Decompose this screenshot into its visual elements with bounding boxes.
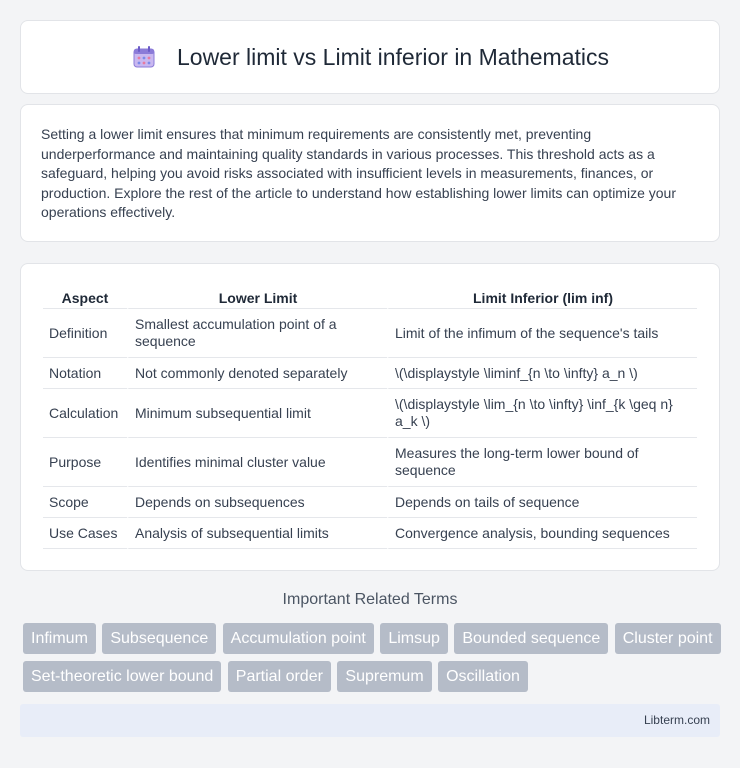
cell-lower-limit: Not commonly denoted separately — [127, 358, 387, 389]
page-title: Lower limit vs Limit inferior in Mathematics — [176, 43, 609, 70]
cell-aspect: Use Cases — [43, 518, 127, 549]
cell-aspect: Purpose — [43, 438, 127, 487]
cell-aspect: Calculation — [43, 389, 127, 438]
tag-cluster-point[interactable]: Cluster point — [615, 623, 721, 654]
cell-lower-limit: Identifies minimal cluster value — [127, 438, 387, 487]
tag-set-theoretic-lower-bound[interactable]: Set-theoretic lower bound — [23, 661, 221, 692]
header-limit-inferior: Limit Inferior (lim inf) — [387, 284, 697, 309]
tag-oscillation[interactable]: Oscillation — [438, 661, 528, 692]
cell-limit-inferior: \(\displaystyle \lim_{n \to \infty} \inf_{k \geq n} a_k \) — [387, 389, 697, 438]
header-aspect: Aspect — [43, 284, 127, 309]
tag-accumulation-point[interactable]: Accumulation point — [223, 623, 374, 654]
cell-limit-inferior: \(\displaystyle \liminf_{n \to \infty} a_n \) — [387, 358, 697, 389]
cell-limit-inferior: Measures the long-term lower bound of sequence — [387, 438, 697, 487]
cell-lower-limit: Smallest accumulation point of a sequence — [127, 309, 387, 358]
cell-lower-limit: Minimum subsequential limit — [127, 389, 387, 438]
cell-lower-limit: Depends on subsequences — [127, 487, 387, 518]
cell-aspect: Scope — [43, 487, 127, 518]
table-row — [43, 518, 697, 549]
table-row — [43, 438, 697, 487]
comparison-table-card — [20, 263, 720, 571]
table-row — [43, 358, 697, 389]
footer-site-link[interactable]: Libterm.com — [643, 713, 710, 727]
footer — [20, 704, 720, 737]
tag-subsequence[interactable]: Subsequence — [102, 623, 216, 654]
tag-infimum[interactable]: Infimum — [23, 623, 96, 654]
header-lower-limit: Lower Limit — [127, 284, 387, 309]
cell-aspect: Definition — [43, 309, 127, 358]
table-row — [43, 487, 697, 518]
table-row — [43, 389, 697, 438]
related-terms-tags — [23, 623, 723, 699]
tag-limsup[interactable]: Limsup — [380, 623, 448, 654]
tag-partial-order[interactable]: Partial order — [228, 661, 331, 692]
intro-text: Setting a lower limit ensures that minimum requirements are consistently met, preventing underperformance and maintaining quality standards in various processes. This threshold acts as a safeguard, helping you avoid risks associated with insufficient levels in measurements, finances, or production. Explore the rest of the article to understand how establishing lower limits can optimize your operations effectively. — [41, 126, 676, 221]
cell-aspect: Notation — [43, 358, 127, 389]
intro-card — [20, 104, 720, 242]
table-header-row — [43, 284, 697, 309]
cell-limit-inferior: Depends on tails of sequence — [387, 487, 697, 518]
tag-bounded-sequence[interactable]: Bounded sequence — [454, 623, 608, 654]
cell-lower-limit: Analysis of subsequential limits — [127, 518, 387, 549]
cell-limit-inferior: Convergence analysis, bounding sequences — [387, 518, 697, 549]
table-row — [43, 309, 697, 358]
tag-supremum[interactable]: Supremum — [337, 661, 431, 692]
cell-limit-inferior: Limit of the infimum of the sequence's tails — [387, 309, 697, 358]
calendar-icon — [131, 44, 157, 70]
comparison-table — [43, 284, 697, 549]
related-terms-title: Important Related Terms — [282, 591, 458, 608]
title-card — [20, 20, 720, 94]
